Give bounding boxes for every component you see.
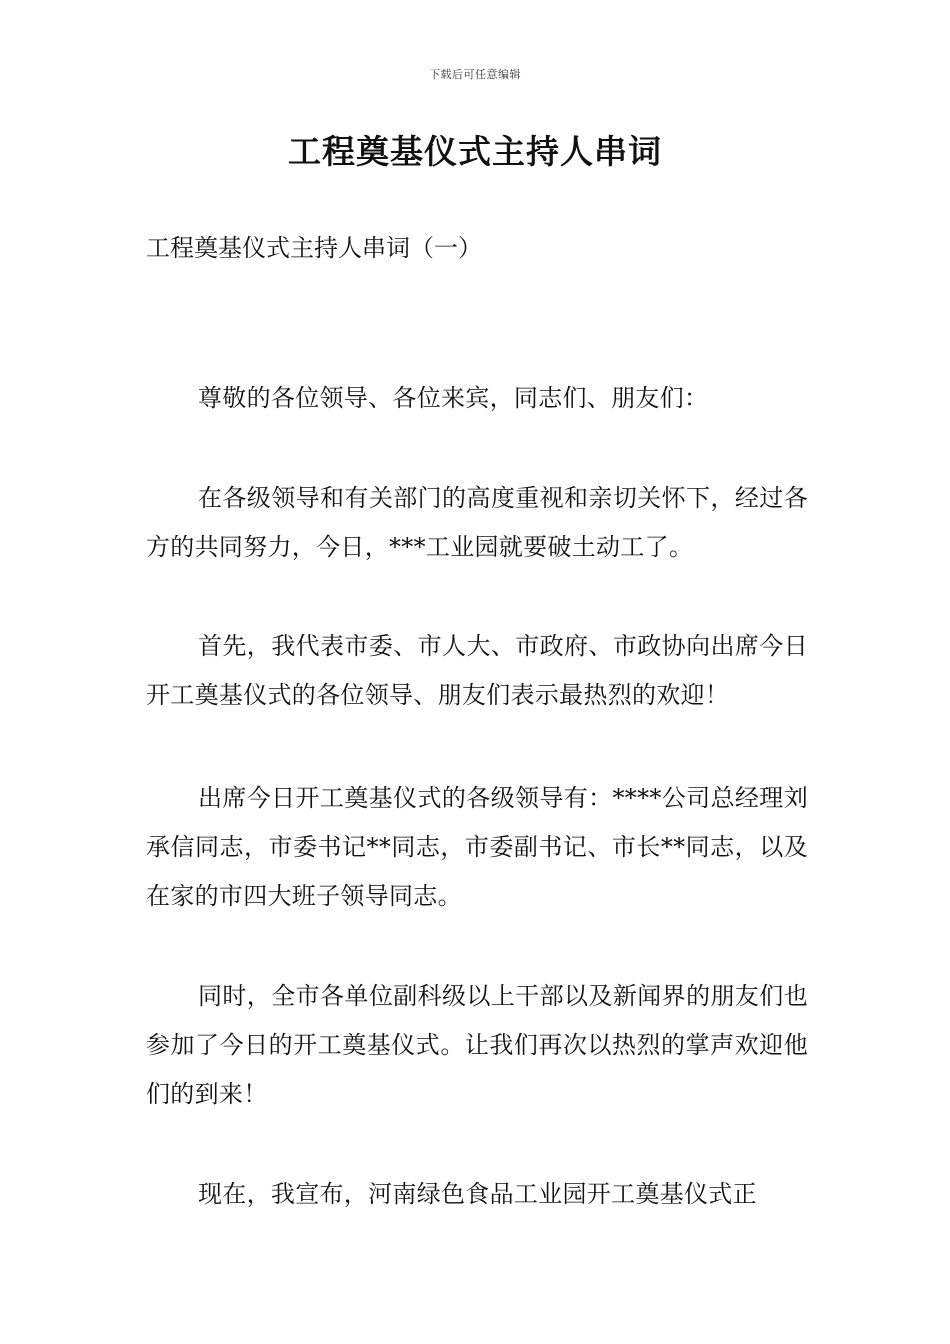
paragraph-welcome: 首先，我代表市委、市人大、市政府、市政协向出席今日开工奠基仪式的各位领导、朋友们表示最热烈的欢迎！ (146, 632, 808, 709)
document-title: 工程奠基仪式主持人串词 (288, 132, 662, 171)
paragraph-salutation: 尊敬的各位领导、各位来宾，同志们、朋友们： (198, 384, 709, 412)
section-title: 工程奠基仪式主持人串词（一） (146, 234, 482, 262)
paragraph-applause: 同时，全市各单位副科级以上干部以及新闻界的朋友们也参加了今日的开工奠基仪式。让我们再次以热烈的掌声欢迎他们的到来！ (146, 982, 808, 1108)
paragraph-opening: 在各级领导和有关部门的高度重视和亲切关怀下，经过各方的共同努力，今日，***工业园就要破土动工了。 (146, 484, 808, 561)
paragraph-announcement: 现在，我宣布，河南绿色食品工业园开工奠基仪式正 (198, 1180, 757, 1208)
paragraph-attendees: 出席今日开工奠基仪式的各级领导有：****公司总经理刘承信同志，市委书记**同志，市委副书记、市长**同志，以及在家的市四大班子领导同志。 (146, 784, 808, 910)
header-note: 下载后可任意编辑 (429, 68, 521, 81)
